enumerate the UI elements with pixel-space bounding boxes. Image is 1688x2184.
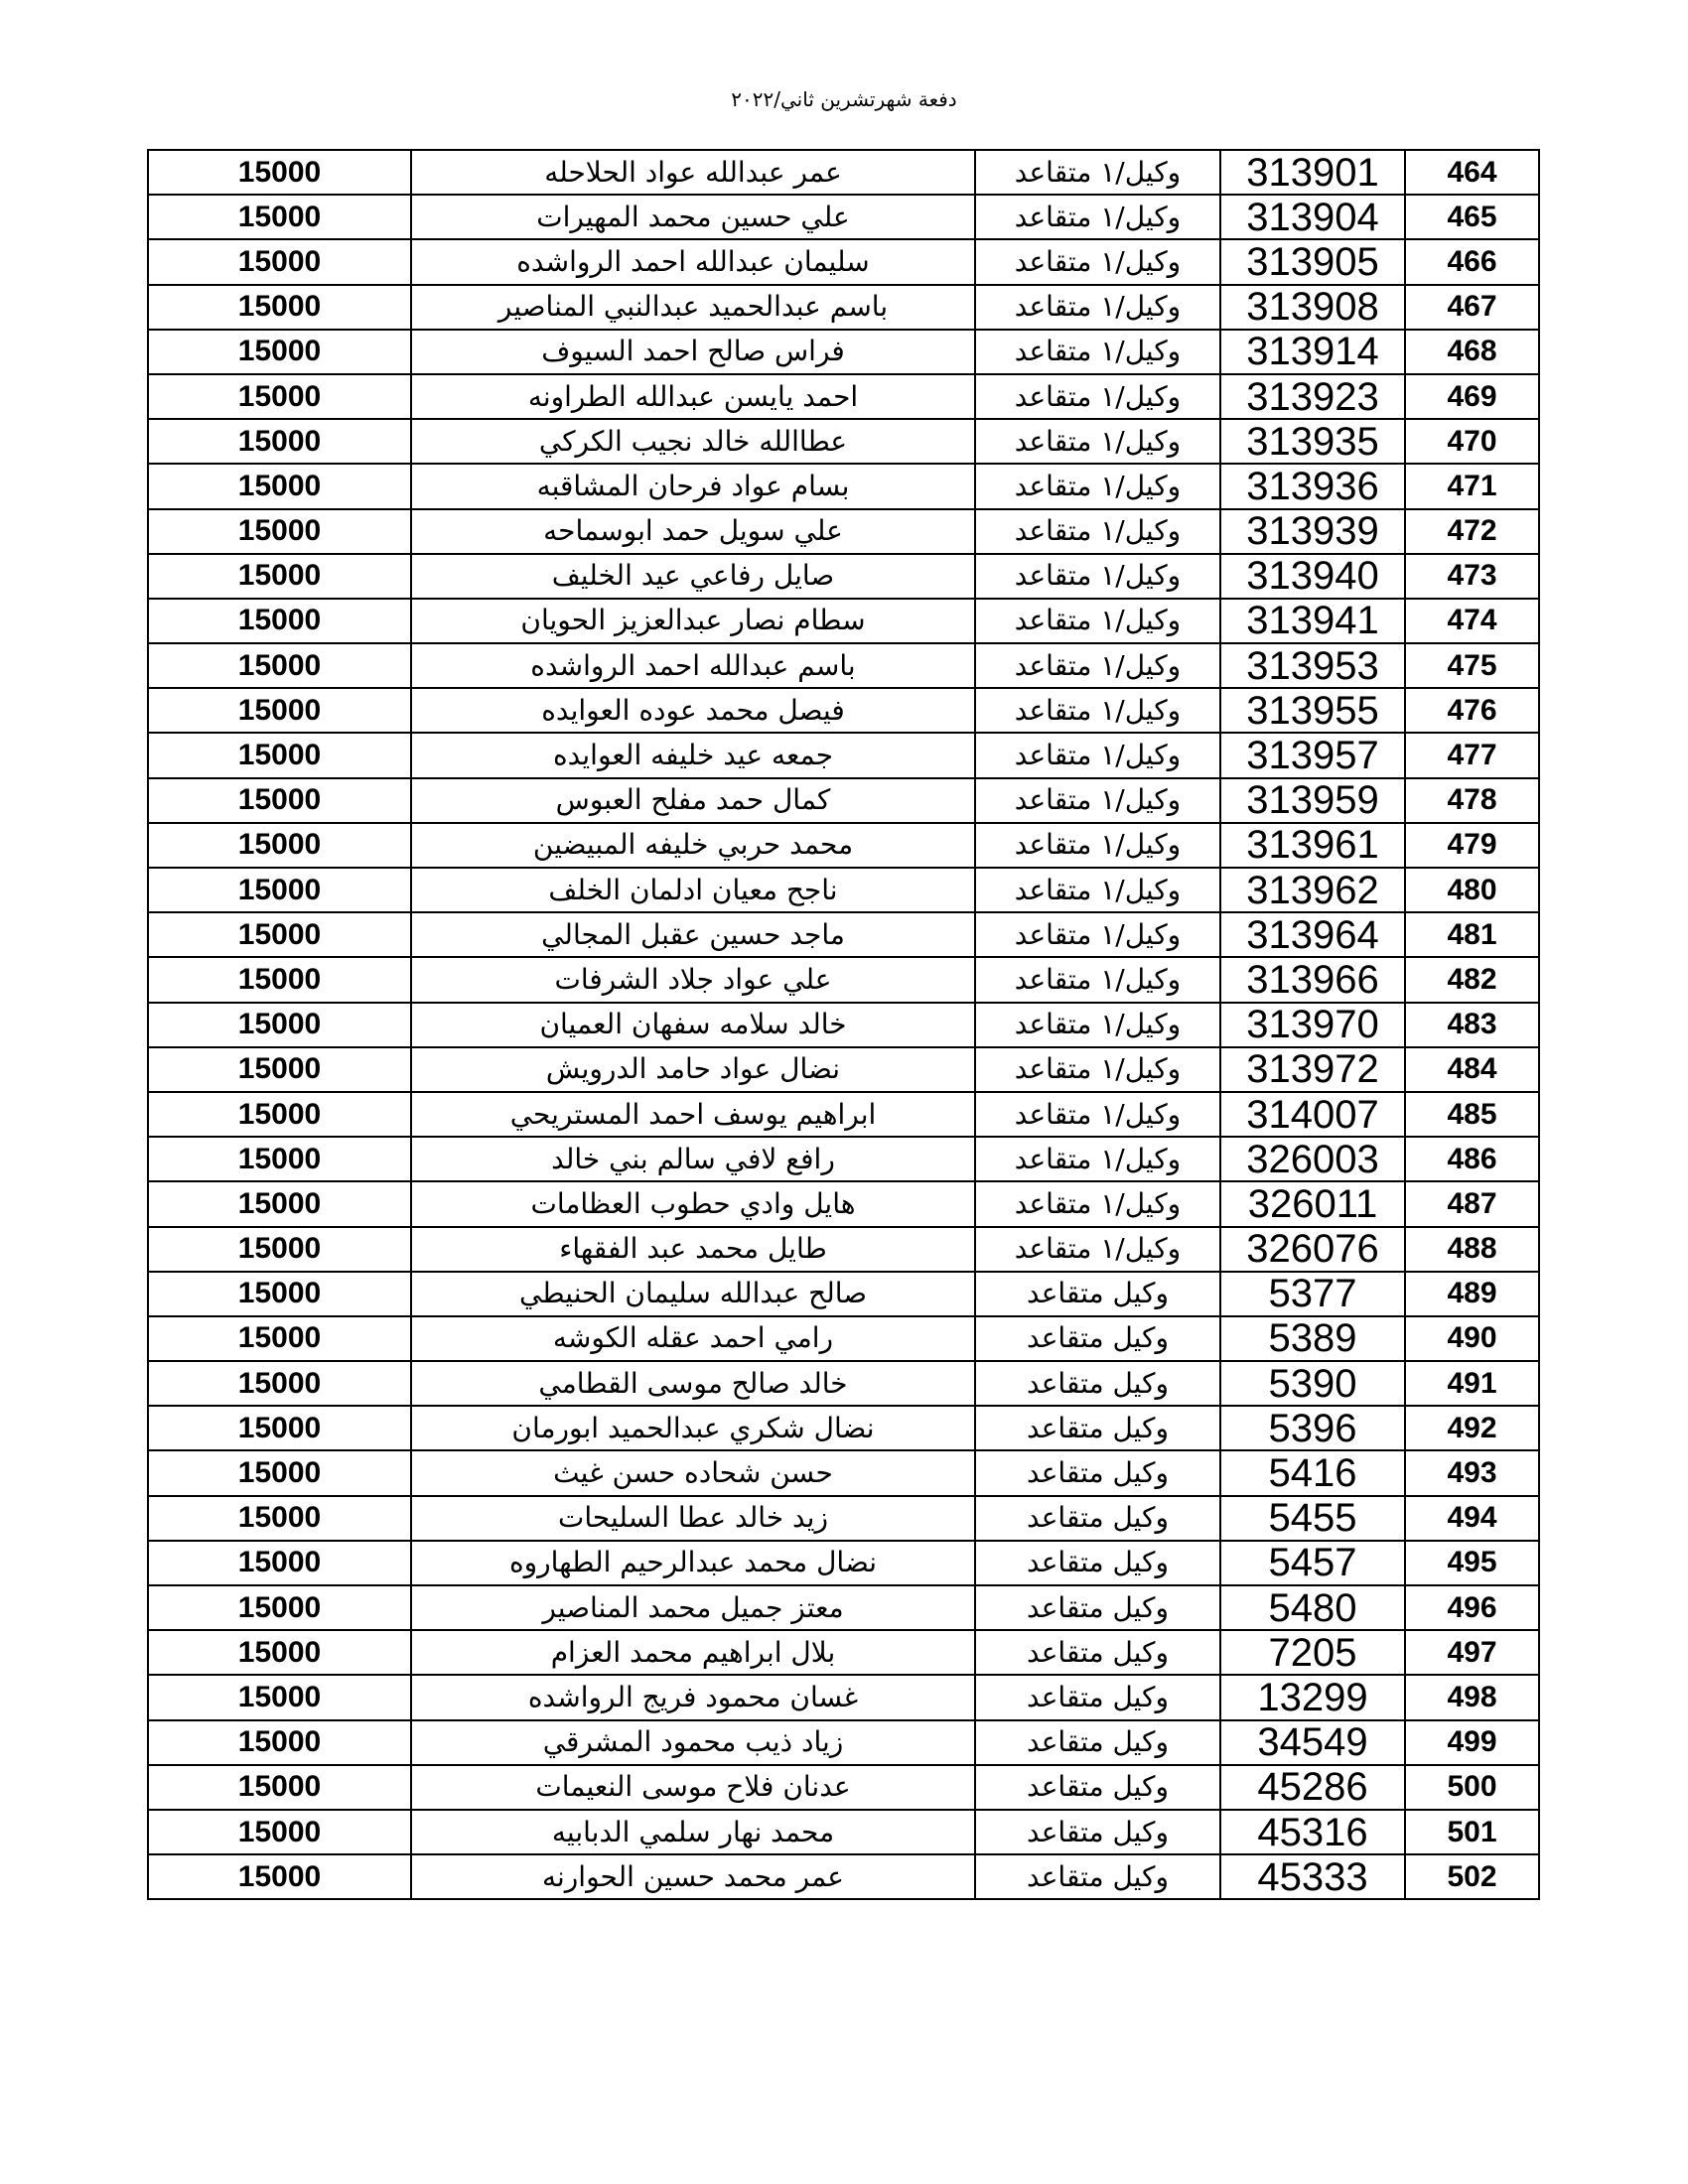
amount-cell: 15000 — [148, 912, 411, 957]
table-row — [148, 1181, 1539, 1226]
amount-cell: 15000 — [148, 1047, 411, 1092]
sequence-cell: 474 — [1405, 599, 1539, 643]
sequence-cell: 496 — [1405, 1585, 1539, 1630]
table-row — [148, 599, 1539, 643]
name-cell: نضال شكري عبدالحميد ابورمان — [411, 1406, 975, 1450]
name-cell: حسن شحاده حسن غيث — [411, 1450, 975, 1495]
name-cell: ناجح معيان ادلمان الخلف — [411, 868, 975, 912]
name-cell: ابراهيم يوسف احمد المستريحي — [411, 1092, 975, 1137]
name-cell: عمر محمد حسين الحوارنه — [411, 1854, 975, 1899]
table-row — [148, 1765, 1539, 1810]
table-row — [148, 912, 1539, 957]
amount-cell: 15000 — [148, 868, 411, 912]
amount-cell: 15000 — [148, 1316, 411, 1361]
sequence-cell: 486 — [1405, 1137, 1539, 1181]
amount-cell: 15000 — [148, 1003, 411, 1047]
name-cell: خالد سلامه سفهان العميان — [411, 1003, 975, 1047]
rank-cell: وكيل/١ متقاعد — [975, 599, 1220, 643]
id-number-cell: 313935 — [1220, 419, 1405, 464]
table-row — [148, 1047, 1539, 1092]
sequence-cell: 489 — [1405, 1272, 1539, 1316]
sequence-cell: 502 — [1405, 1854, 1539, 1899]
amount-cell: 15000 — [148, 1406, 411, 1450]
amount-cell: 15000 — [148, 330, 411, 374]
rank-cell: وكيل/١ متقاعد — [975, 374, 1220, 419]
id-number-cell: 313941 — [1220, 599, 1405, 643]
name-cell: هايل وادي حطوب العظامات — [411, 1181, 975, 1226]
table-row — [148, 285, 1539, 330]
table-row — [148, 1316, 1539, 1361]
id-number-cell: 313953 — [1220, 643, 1405, 688]
amount-cell: 15000 — [148, 239, 411, 284]
sequence-cell: 488 — [1405, 1227, 1539, 1272]
name-cell: ماجد حسين عقبل المجالي — [411, 912, 975, 957]
rank-cell: وكيل متقاعد — [975, 1541, 1220, 1585]
name-cell: عطاالله خالد نجيب الكركي — [411, 419, 975, 464]
amount-cell: 15000 — [148, 778, 411, 823]
name-cell: كمال حمد مفلح العبوس — [411, 778, 975, 823]
id-number-cell: 313957 — [1220, 733, 1405, 777]
rank-cell: وكيل/١ متقاعد — [975, 912, 1220, 957]
table-row — [148, 868, 1539, 912]
sequence-cell: 465 — [1405, 195, 1539, 239]
table-row — [148, 778, 1539, 823]
rank-cell: وكيل متقاعد — [975, 1675, 1220, 1719]
table-row — [148, 1720, 1539, 1765]
sequence-cell: 471 — [1405, 464, 1539, 508]
rank-cell: وكيل متقاعد — [975, 1496, 1220, 1541]
table-row — [148, 1092, 1539, 1137]
table-row — [148, 330, 1539, 374]
amount-cell: 15000 — [148, 509, 411, 554]
rank-cell: وكيل متقاعد — [975, 1854, 1220, 1899]
amount-cell: 15000 — [148, 1585, 411, 1630]
name-cell: زيد خالد عطا السليحات — [411, 1496, 975, 1541]
sequence-cell: 467 — [1405, 285, 1539, 330]
id-number-cell: 13299 — [1220, 1675, 1405, 1719]
name-cell: نضال محمد عبدالرحيم الطهاروه — [411, 1541, 975, 1585]
sequence-cell: 492 — [1405, 1406, 1539, 1450]
table-row — [148, 1810, 1539, 1854]
id-number-cell: 326011 — [1220, 1181, 1405, 1226]
rank-cell: وكيل متقاعد — [975, 1810, 1220, 1854]
amount-cell: 15000 — [148, 554, 411, 599]
rank-cell: وكيل متقاعد — [975, 1316, 1220, 1361]
amount-cell: 15000 — [148, 599, 411, 643]
name-cell: باسم عبدالحميد عبدالنبي المناصير — [411, 285, 975, 330]
payment-table — [147, 149, 1540, 1900]
table-row — [148, 1496, 1539, 1541]
name-cell: فيصل محمد عوده العوايده — [411, 688, 975, 733]
sequence-cell: 500 — [1405, 1765, 1539, 1810]
rank-cell: وكيل/١ متقاعد — [975, 733, 1220, 777]
id-number-cell: 5455 — [1220, 1496, 1405, 1541]
id-number-cell: 313972 — [1220, 1047, 1405, 1092]
rank-cell: وكيل/١ متقاعد — [975, 554, 1220, 599]
id-number-cell: 313962 — [1220, 868, 1405, 912]
sequence-cell: 501 — [1405, 1810, 1539, 1854]
id-number-cell: 34549 — [1220, 1720, 1405, 1765]
amount-cell: 15000 — [148, 957, 411, 1002]
table-row — [148, 419, 1539, 464]
rank-cell: وكيل/١ متقاعد — [975, 195, 1220, 239]
name-cell: باسم عبدالله احمد الرواشده — [411, 643, 975, 688]
name-cell: علي عواد جلاد الشرفات — [411, 957, 975, 1002]
id-number-cell: 326003 — [1220, 1137, 1405, 1181]
sequence-cell: 481 — [1405, 912, 1539, 957]
sequence-cell: 473 — [1405, 554, 1539, 599]
rank-cell: وكيل/١ متقاعد — [975, 868, 1220, 912]
name-cell: علي سويل حمد ابوسماحه — [411, 509, 975, 554]
amount-cell: 15000 — [148, 1361, 411, 1406]
amount-cell: 15000 — [148, 1181, 411, 1226]
name-cell: رامي احمد عقله الكوشه — [411, 1316, 975, 1361]
name-cell: علي حسين محمد المهيرات — [411, 195, 975, 239]
rank-cell: وكيل/١ متقاعد — [975, 1003, 1220, 1047]
sequence-cell: 490 — [1405, 1316, 1539, 1361]
sequence-cell: 476 — [1405, 688, 1539, 733]
name-cell: محمد حربي خليفه المبيضين — [411, 823, 975, 868]
rank-cell: وكيل/١ متقاعد — [975, 1047, 1220, 1092]
id-number-cell: 5457 — [1220, 1541, 1405, 1585]
id-number-cell: 5377 — [1220, 1272, 1405, 1316]
id-number-cell: 313936 — [1220, 464, 1405, 508]
amount-cell: 15000 — [148, 374, 411, 419]
id-number-cell: 313939 — [1220, 509, 1405, 554]
rank-cell: وكيل متقاعد — [975, 1361, 1220, 1406]
amount-cell: 15000 — [148, 733, 411, 777]
rank-cell: وكيل/١ متقاعد — [975, 239, 1220, 284]
amount-cell: 15000 — [148, 464, 411, 508]
sequence-cell: 484 — [1405, 1047, 1539, 1092]
id-number-cell: 313970 — [1220, 1003, 1405, 1047]
sequence-cell: 494 — [1405, 1496, 1539, 1541]
amount-cell: 15000 — [148, 643, 411, 688]
table-row — [148, 509, 1539, 554]
amount-cell: 15000 — [148, 1541, 411, 1585]
rank-cell: وكيل/١ متقاعد — [975, 464, 1220, 508]
sequence-cell: 485 — [1405, 1092, 1539, 1137]
rank-cell: وكيل/١ متقاعد — [975, 688, 1220, 733]
rank-cell: وكيل/١ متقاعد — [975, 330, 1220, 374]
table-row — [148, 1630, 1539, 1675]
id-number-cell: 314007 — [1220, 1092, 1405, 1137]
id-number-cell: 313940 — [1220, 554, 1405, 599]
amount-cell: 15000 — [148, 1810, 411, 1854]
rank-cell: وكيل/١ متقاعد — [975, 823, 1220, 868]
name-cell: بلال ابراهيم محمد العزام — [411, 1630, 975, 1675]
table-row — [148, 733, 1539, 777]
id-number-cell: 313908 — [1220, 285, 1405, 330]
sequence-cell: 472 — [1405, 509, 1539, 554]
amount-cell: 15000 — [148, 1675, 411, 1719]
name-cell: بسام عواد فرحان المشاقبه — [411, 464, 975, 508]
id-number-cell: 45286 — [1220, 1765, 1405, 1810]
id-number-cell: 313923 — [1220, 374, 1405, 419]
sequence-cell: 464 — [1405, 150, 1539, 195]
name-cell: عدنان فلاح موسى النعيمات — [411, 1765, 975, 1810]
id-number-cell: 313901 — [1220, 150, 1405, 195]
sequence-cell: 497 — [1405, 1630, 1539, 1675]
name-cell: محمد نهار سلمي الدبابيه — [411, 1810, 975, 1854]
id-number-cell: 5416 — [1220, 1450, 1405, 1495]
rank-cell: وكيل/١ متقاعد — [975, 509, 1220, 554]
amount-cell: 15000 — [148, 1137, 411, 1181]
rank-cell: وكيل متقاعد — [975, 1585, 1220, 1630]
name-cell: غسان محمود فريج الرواشده — [411, 1675, 975, 1719]
payment-table-body — [148, 150, 1539, 1899]
name-cell: عمر عبدالله عواد الحلاحله — [411, 150, 975, 195]
sequence-cell: 475 — [1405, 643, 1539, 688]
rank-cell: وكيل متقاعد — [975, 1630, 1220, 1675]
rank-cell: وكيل/١ متقاعد — [975, 150, 1220, 195]
amount-cell: 15000 — [148, 1272, 411, 1316]
sequence-cell: 495 — [1405, 1541, 1539, 1585]
table-row — [148, 554, 1539, 599]
id-number-cell: 7205 — [1220, 1630, 1405, 1675]
name-cell: صايل رفاعي عيد الخليف — [411, 554, 975, 599]
amount-cell: 15000 — [148, 150, 411, 195]
table-row — [148, 1137, 1539, 1181]
table-row — [148, 374, 1539, 419]
table-row — [148, 823, 1539, 868]
rank-cell: وكيل/١ متقاعد — [975, 778, 1220, 823]
name-cell: زياد ذيب محمود المشرقي — [411, 1720, 975, 1765]
name-cell: جمعه عيد خليفه العوايده — [411, 733, 975, 777]
table-row — [148, 1541, 1539, 1585]
sequence-cell: 482 — [1405, 957, 1539, 1002]
id-number-cell: 313955 — [1220, 688, 1405, 733]
table-row — [148, 1361, 1539, 1406]
sequence-cell: 491 — [1405, 1361, 1539, 1406]
name-cell: احمد يايسن عبدالله الطراونه — [411, 374, 975, 419]
name-cell: معتز جميل محمد المناصير — [411, 1585, 975, 1630]
sequence-cell: 468 — [1405, 330, 1539, 374]
sequence-cell: 478 — [1405, 778, 1539, 823]
id-number-cell: 5390 — [1220, 1361, 1405, 1406]
amount-cell: 15000 — [148, 419, 411, 464]
rank-cell: وكيل متقاعد — [975, 1450, 1220, 1495]
sequence-cell: 498 — [1405, 1675, 1539, 1719]
rank-cell: وكيل/١ متقاعد — [975, 1227, 1220, 1272]
id-number-cell: 313964 — [1220, 912, 1405, 957]
name-cell: صالح عبدالله سليمان الحنيطي — [411, 1272, 975, 1316]
name-cell: سطام نصار عبدالعزيز الحويان — [411, 599, 975, 643]
table-row — [148, 643, 1539, 688]
rank-cell: وكيل/١ متقاعد — [975, 643, 1220, 688]
sequence-cell: 483 — [1405, 1003, 1539, 1047]
amount-cell: 15000 — [148, 1765, 411, 1810]
sequence-cell: 487 — [1405, 1181, 1539, 1226]
amount-cell: 15000 — [148, 1092, 411, 1137]
id-number-cell: 5389 — [1220, 1316, 1405, 1361]
amount-cell: 15000 — [148, 1227, 411, 1272]
id-number-cell: 313905 — [1220, 239, 1405, 284]
id-number-cell: 313966 — [1220, 957, 1405, 1002]
page-title: دفعة شهرتشرين ثاني/٢٠٢٢ — [731, 87, 957, 111]
table-row — [148, 1272, 1539, 1316]
table-row — [148, 688, 1539, 733]
name-cell: خالد صالح موسى القطامي — [411, 1361, 975, 1406]
amount-cell: 15000 — [148, 1720, 411, 1765]
table-row — [148, 150, 1539, 195]
amount-cell: 15000 — [148, 285, 411, 330]
amount-cell: 15000 — [148, 1450, 411, 1495]
rank-cell: وكيل/١ متقاعد — [975, 419, 1220, 464]
name-cell: رافع لافي سالم بني خالد — [411, 1137, 975, 1181]
id-number-cell: 45316 — [1220, 1810, 1405, 1854]
id-number-cell: 45333 — [1220, 1854, 1405, 1899]
rank-cell: وكيل متقاعد — [975, 1765, 1220, 1810]
name-cell: فراس صالح احمد السيوف — [411, 330, 975, 374]
table-row — [148, 957, 1539, 1002]
id-number-cell: 326076 — [1220, 1227, 1405, 1272]
amount-cell: 15000 — [148, 1496, 411, 1541]
id-number-cell: 313904 — [1220, 195, 1405, 239]
rank-cell: وكيل/١ متقاعد — [975, 1137, 1220, 1181]
table-row — [148, 195, 1539, 239]
amount-cell: 15000 — [148, 823, 411, 868]
table-row — [148, 1585, 1539, 1630]
sequence-cell: 477 — [1405, 733, 1539, 777]
table-row — [148, 1450, 1539, 1495]
id-number-cell: 5480 — [1220, 1585, 1405, 1630]
amount-cell: 15000 — [148, 1630, 411, 1675]
sequence-cell: 466 — [1405, 239, 1539, 284]
id-number-cell: 313961 — [1220, 823, 1405, 868]
sequence-cell: 493 — [1405, 1450, 1539, 1495]
table-row — [148, 1406, 1539, 1450]
rank-cell: وكيل/١ متقاعد — [975, 957, 1220, 1002]
id-number-cell: 5396 — [1220, 1406, 1405, 1450]
amount-cell: 15000 — [148, 195, 411, 239]
name-cell: سليمان عبدالله احمد الرواشده — [411, 239, 975, 284]
amount-cell: 15000 — [148, 688, 411, 733]
rank-cell: وكيل متقاعد — [975, 1272, 1220, 1316]
rank-cell: وكيل متقاعد — [975, 1406, 1220, 1450]
sequence-cell: 469 — [1405, 374, 1539, 419]
rank-cell: وكيل متقاعد — [975, 1720, 1220, 1765]
table-row — [148, 1227, 1539, 1272]
id-number-cell: 313959 — [1220, 778, 1405, 823]
table-row — [148, 1854, 1539, 1899]
rank-cell: وكيل/١ متقاعد — [975, 1181, 1220, 1226]
sequence-cell: 479 — [1405, 823, 1539, 868]
name-cell: طايل محمد عبد الفقهاء — [411, 1227, 975, 1272]
sequence-cell: 470 — [1405, 419, 1539, 464]
table-row — [148, 1003, 1539, 1047]
sequence-cell: 480 — [1405, 868, 1539, 912]
name-cell: نضال عواد حامد الدرويش — [411, 1047, 975, 1092]
table-row — [148, 464, 1539, 508]
id-number-cell: 313914 — [1220, 330, 1405, 374]
amount-cell: 15000 — [148, 1854, 411, 1899]
sequence-cell: 499 — [1405, 1720, 1539, 1765]
table-row — [148, 1675, 1539, 1719]
table-row — [148, 239, 1539, 284]
rank-cell: وكيل/١ متقاعد — [975, 285, 1220, 330]
rank-cell: وكيل/١ متقاعد — [975, 1092, 1220, 1137]
